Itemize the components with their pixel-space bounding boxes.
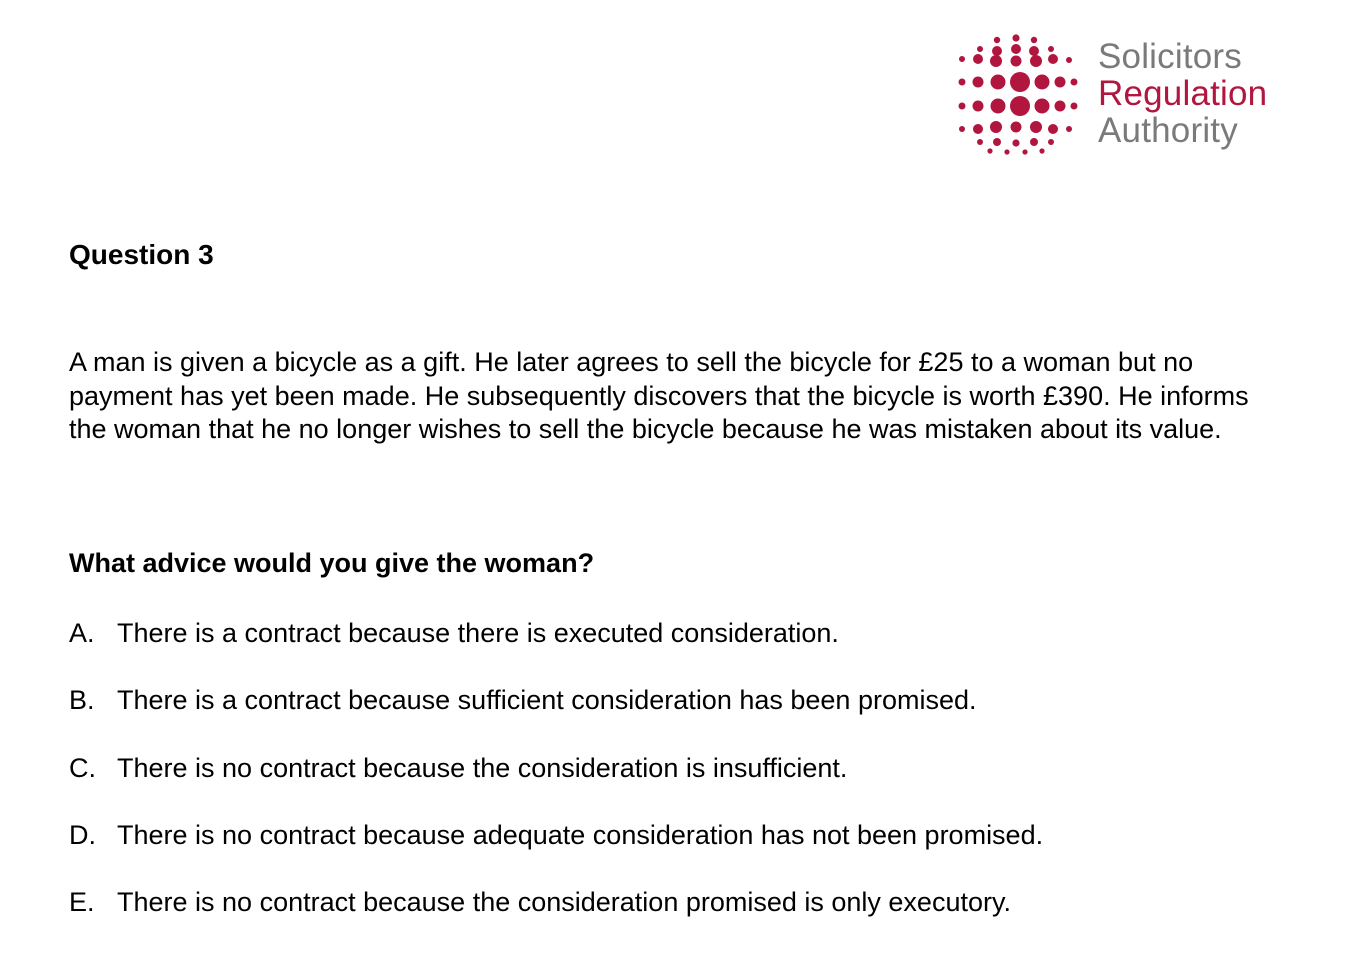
logo-wordmark bbox=[1098, 38, 1267, 149]
answer-option-b bbox=[69, 682, 1043, 749]
answer-option-d bbox=[69, 817, 1043, 884]
option-text: There is no contract because adequate consideration has not been promised. bbox=[117, 819, 1044, 850]
option-letter: D. bbox=[69, 819, 96, 850]
option-letter: C. bbox=[69, 752, 96, 783]
logo-line-authority: Authority bbox=[1098, 111, 1238, 150]
option-text: There is no contract because the consideration is insufficient. bbox=[117, 752, 848, 783]
question-scenario: A man is given a bicycle as a gift. He later agrees to sell the bicycle for £25 to a woman but no payment has yet been made. He subsequently discovers that the bicycle is worth £390. He informs the woman that he no longer wishes to sell the bicycle because he was mistaken about its value. bbox=[69, 347, 1249, 445]
option-text: There is a contract because there is executed consideration. bbox=[117, 618, 839, 648]
question-heading: Question 3 bbox=[69, 239, 214, 270]
sra-logo bbox=[950, 30, 1280, 160]
option-text: There is a contract because sufficient consideration has been promised. bbox=[117, 685, 977, 716]
option-letter: E. bbox=[69, 887, 95, 918]
answer-option-c bbox=[69, 750, 1043, 817]
option-letter: A. bbox=[69, 618, 95, 648]
question-prompt: What advice would you give the woman? bbox=[69, 548, 595, 578]
answer-option-e bbox=[69, 884, 1043, 951]
logo-line-solicitors: Solicitors bbox=[1098, 37, 1242, 76]
dot-grid-logo-icon bbox=[950, 30, 1090, 160]
answer-options-list bbox=[69, 615, 1043, 951]
answer-option-a bbox=[69, 615, 1043, 682]
option-letter: B. bbox=[69, 685, 95, 716]
option-text: There is no contract because the consideration promised is only executory. bbox=[117, 887, 1011, 918]
logo-line-regulation: Regulation bbox=[1098, 74, 1268, 113]
